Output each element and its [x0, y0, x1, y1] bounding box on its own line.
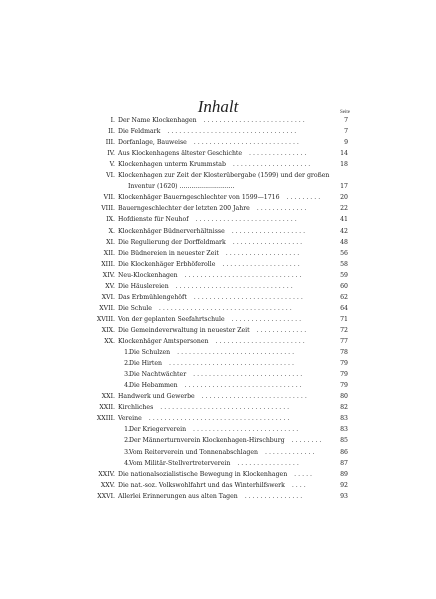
- toc-entry-number: 1.: [124, 426, 130, 434]
- toc-entry-page: 18: [340, 161, 348, 169]
- toc-entry: [0, 480, 436, 491]
- toc-entry-title: Hofdienste für Neuhof: [118, 216, 189, 224]
- toc-entry-page: 22: [340, 205, 348, 213]
- toc-entry-page: 17: [340, 183, 348, 191]
- leader-dots: ...................: [227, 227, 308, 235]
- toc-entry-number: II.: [108, 128, 115, 136]
- toc-entry-title: Klockenhäger Büdnerverhältnisse: [118, 227, 225, 235]
- toc-entry-title: Die Schule: [118, 304, 152, 312]
- toc-entry: [0, 413, 436, 424]
- toc-entry: [0, 259, 436, 270]
- toc-entry-page: 20: [340, 194, 348, 202]
- toc-entry-title: Aus Klockenhagens ältester Geschichte: [118, 150, 243, 158]
- toc-entry-number: XII.: [103, 249, 115, 257]
- toc-entry-title: Von der geplanten Seefahrtschule: [118, 315, 225, 323]
- toc-entry-title: Handwerk und Gewerbe: [118, 393, 195, 401]
- toc-entry-page: 7: [344, 128, 348, 136]
- toc-entry-number: I.: [110, 117, 115, 124]
- toc-entry: [0, 292, 436, 303]
- toc-entry-title: Die nationalsozialistische Bewegung in Klockenhagen: [118, 470, 288, 478]
- leader-dots: ..................: [228, 238, 305, 246]
- toc-entry: [0, 159, 436, 170]
- toc-entry-number: 4.: [124, 459, 130, 467]
- toc-entry-number: XXIII.: [96, 415, 115, 423]
- toc-entry-number: XVII.: [99, 304, 115, 312]
- toc-entry-page: 82: [340, 404, 348, 412]
- leader-dots: .................................: [156, 404, 292, 412]
- leader-dots: .....: [290, 470, 315, 478]
- toc-entry-title: Der Männerturnverein Klockenhagen-Hirschburg: [129, 437, 285, 445]
- toc-entry-number: XVIII.: [96, 315, 115, 323]
- toc-entry-number: VII.: [103, 194, 115, 202]
- toc-entry-title: Die Klockenhäger Erbhöferolle: [118, 260, 216, 268]
- toc-entry-title: Die Häuslereien: [118, 282, 169, 290]
- leader-dots: ..............................: [180, 382, 304, 390]
- toc-entry-title: Die Gemeindeverwaltung in neuester Zeit: [118, 326, 250, 334]
- toc-entry-page: 56: [340, 249, 348, 257]
- toc-entry-number: X.: [108, 227, 115, 235]
- leader-dots: .............: [252, 205, 309, 213]
- toc-entry-page: 59: [340, 271, 348, 279]
- leader-dots: ................: [233, 459, 301, 467]
- toc-entry: [0, 380, 436, 391]
- leader-dots: ...............: [245, 150, 309, 158]
- toc-entry-number: XI.: [106, 238, 115, 246]
- toc-entry-number: III.: [105, 139, 115, 147]
- toc-entry-number: XXIV.: [98, 470, 115, 478]
- toc-entry-title: Klockenhagen zur Zeit der Klosterübergabe (1599) und der großen: [118, 172, 330, 180]
- toc-entry: [0, 391, 436, 402]
- toc-entry-number: XX.: [104, 338, 115, 345]
- toc-entry: [0, 203, 436, 214]
- toc-entry-number: XV.: [105, 282, 115, 290]
- toc-entry-page: 9: [344, 139, 348, 147]
- toc-entry-page: 79: [340, 360, 348, 368]
- toc-entry: [0, 214, 436, 225]
- toc-entry: [0, 115, 436, 126]
- toc-entry-page: 72: [340, 326, 348, 334]
- toc-entry: [0, 226, 436, 237]
- toc-entry-title: Die Feldmark: [118, 128, 161, 136]
- toc-entry-title: Die Büdnereien in neuester Zeit: [118, 249, 219, 257]
- toc-entry-number: 1.: [124, 349, 130, 357]
- leader-dots: ....: [287, 481, 308, 489]
- toc-entry: [0, 126, 436, 137]
- page-column-label: Seite: [340, 110, 350, 115]
- leader-dots: ..................: [227, 315, 304, 323]
- toc-entry-title: Klockenhäger Amtspersonen: [118, 338, 209, 345]
- toc-entry-page: 62: [340, 293, 348, 301]
- leader-dots: ........: [287, 437, 324, 445]
- toc-entry-page: 60: [340, 282, 348, 290]
- toc-entry-number: XVI.: [101, 293, 115, 301]
- leader-dots: .......................: [211, 338, 307, 345]
- toc-entry-number: XIV.: [102, 271, 115, 279]
- toc-entry: [0, 358, 436, 369]
- toc-entry-page: 89: [340, 470, 348, 478]
- toc-entry: [0, 148, 436, 159]
- leader-dots: ............................: [189, 293, 305, 301]
- toc-entry-page: 80: [340, 393, 348, 401]
- toc-entry-page: 71: [340, 315, 348, 323]
- toc-entry-number: XXV.: [100, 481, 115, 489]
- toc-entry-number: 2.: [124, 360, 130, 368]
- leader-dots: ....................: [218, 260, 302, 268]
- toc-entry: [0, 192, 436, 203]
- toc-entry-number: 2.: [124, 437, 130, 445]
- toc-entry-page: 85: [340, 437, 348, 445]
- toc-entry-number: 3.: [124, 448, 130, 456]
- toc-entry-number: XXI.: [101, 393, 115, 401]
- toc-entry-number: VIII.: [101, 205, 115, 213]
- leader-dots: ............................: [189, 371, 305, 379]
- toc-entry-title: Die Regulierung der Dorffeldmark: [118, 238, 226, 246]
- toc-entry-title: Die Nachtwächter: [129, 371, 187, 379]
- toc-entry-page: 48: [340, 238, 348, 246]
- toc-entry-page: 83: [340, 415, 348, 423]
- toc-entry-title: Klockenhagen unterm Krummstab: [118, 161, 226, 169]
- toc-entry: [0, 458, 436, 469]
- toc-entry-number: XXVI.: [97, 492, 115, 500]
- toc-entry-title: Die Hirten: [129, 360, 163, 368]
- leader-dots: ...............: [240, 492, 305, 500]
- toc-entry: [0, 491, 436, 502]
- leader-dots: ...........................: [189, 426, 301, 434]
- toc-entry: [0, 447, 436, 458]
- leader-dots: .............: [252, 326, 309, 334]
- leader-dots: ..............................: [180, 271, 304, 279]
- toc-entry: [0, 248, 436, 259]
- toc-entry-title: Dorfanlage, Bauweise: [118, 139, 187, 147]
- toc-entry: [0, 347, 436, 358]
- toc-entry-title: Der Kriegerverein: [129, 426, 187, 434]
- leader-dots: .................................: [163, 128, 299, 136]
- toc-entry: [0, 281, 436, 292]
- toc-entry: [0, 469, 436, 480]
- toc-entry-page: 7: [344, 117, 348, 124]
- toc-entry-title: Das Erbmühlengehöft: [118, 293, 187, 301]
- toc-entry: [0, 181, 436, 192]
- toc-entry: [0, 369, 436, 380]
- toc-entry-title: Vom Militär-Stellvertreterverein: [129, 459, 231, 467]
- leader-dots: ....................: [228, 161, 313, 169]
- toc-entry-title: Inventur (1620): [128, 183, 178, 191]
- leader-dots: ..........................: [199, 117, 307, 124]
- toc-entry-page: 86: [340, 448, 348, 456]
- toc-entry-page: 14: [340, 150, 348, 158]
- toc-entry-page: 83: [340, 426, 348, 434]
- toc-entry-page: 92: [340, 481, 348, 489]
- toc-entry-page: 87: [340, 459, 348, 467]
- toc-entry-title: Der Name Klockenhagen: [118, 117, 197, 124]
- toc-entry-title: Die Schulzen: [129, 349, 171, 357]
- toc-entry: [0, 270, 436, 281]
- toc-entry-title: Neu-Klockenhagen: [118, 271, 178, 279]
- toc-entry-page: 78: [340, 349, 348, 357]
- leader-dots: ..............................: [173, 349, 297, 357]
- leader-dots: .............: [261, 448, 317, 456]
- leader-dots: ..........................: [191, 216, 299, 224]
- toc-entry-number: XIX.: [101, 326, 115, 334]
- toc-entry-number: VI.: [106, 172, 115, 180]
- toc-entry: [0, 170, 436, 181]
- toc-entry: [0, 137, 436, 148]
- toc-entry-number: XIII.: [101, 260, 115, 268]
- toc-entry-number: 4.: [124, 382, 130, 390]
- toc-entry: [0, 325, 436, 336]
- toc-entry-number: V.: [109, 161, 115, 169]
- leader-dots: .........: [282, 194, 323, 202]
- toc-entry: [0, 314, 436, 325]
- leader-dots: ...........................: [197, 393, 309, 401]
- leader-dots: ..............................: [171, 282, 295, 290]
- leader-dots: ................................: [165, 360, 296, 368]
- toc-entry-title: Allerlei Erinnerungen aus alten Tagen: [118, 492, 238, 500]
- toc-entry-page: 93: [340, 492, 348, 500]
- toc-entry-title: Vereine: [118, 415, 142, 423]
- leader-dots: ............................: [177, 183, 235, 191]
- toc-entry-page: 77: [340, 338, 348, 345]
- toc-entry-title: Die nat.-soz. Volkswohlfahrt und das Winterhilfswerk: [118, 481, 285, 489]
- toc-entry-title: Klockenhäger Bauerngeschlechter von 1599—1716: [118, 194, 280, 202]
- toc-entry: [0, 237, 436, 248]
- toc-entry-page: 79: [340, 371, 348, 379]
- leader-dots: ....................................: [144, 415, 292, 423]
- toc-entry-page: 41: [340, 216, 348, 224]
- toc-entry-title: Die Hebammen: [129, 382, 178, 390]
- toc-entry-number: IX.: [106, 216, 115, 224]
- toc-entry: [0, 424, 436, 435]
- toc-entry-number: IV.: [107, 150, 115, 158]
- toc-entry-page: 58: [340, 260, 348, 268]
- toc-entry: [0, 336, 436, 347]
- toc-entry-number: 3.: [124, 371, 130, 379]
- toc-entry-page: 42: [340, 227, 348, 235]
- toc-entry-number: XXII.: [99, 404, 115, 412]
- toc-entry-page: 79: [340, 382, 348, 390]
- page-title: Inhalt: [197, 97, 239, 116]
- leader-dots: ...................: [221, 249, 302, 257]
- toc-entry-title: Kirchliches: [118, 404, 154, 412]
- leader-dots: ..................................: [154, 304, 294, 312]
- toc-entry: [0, 435, 436, 446]
- toc-entry: [0, 402, 436, 413]
- leader-dots: ...........................: [189, 139, 301, 147]
- toc-entry-title: Bauerngeschlechter der letzten 200 Jahre: [118, 205, 250, 213]
- toc-entry: [0, 303, 436, 314]
- toc-entry-title: Vom Reiterverein und Tonnenabschlagen: [129, 448, 259, 456]
- toc-entry-page: 64: [340, 304, 348, 312]
